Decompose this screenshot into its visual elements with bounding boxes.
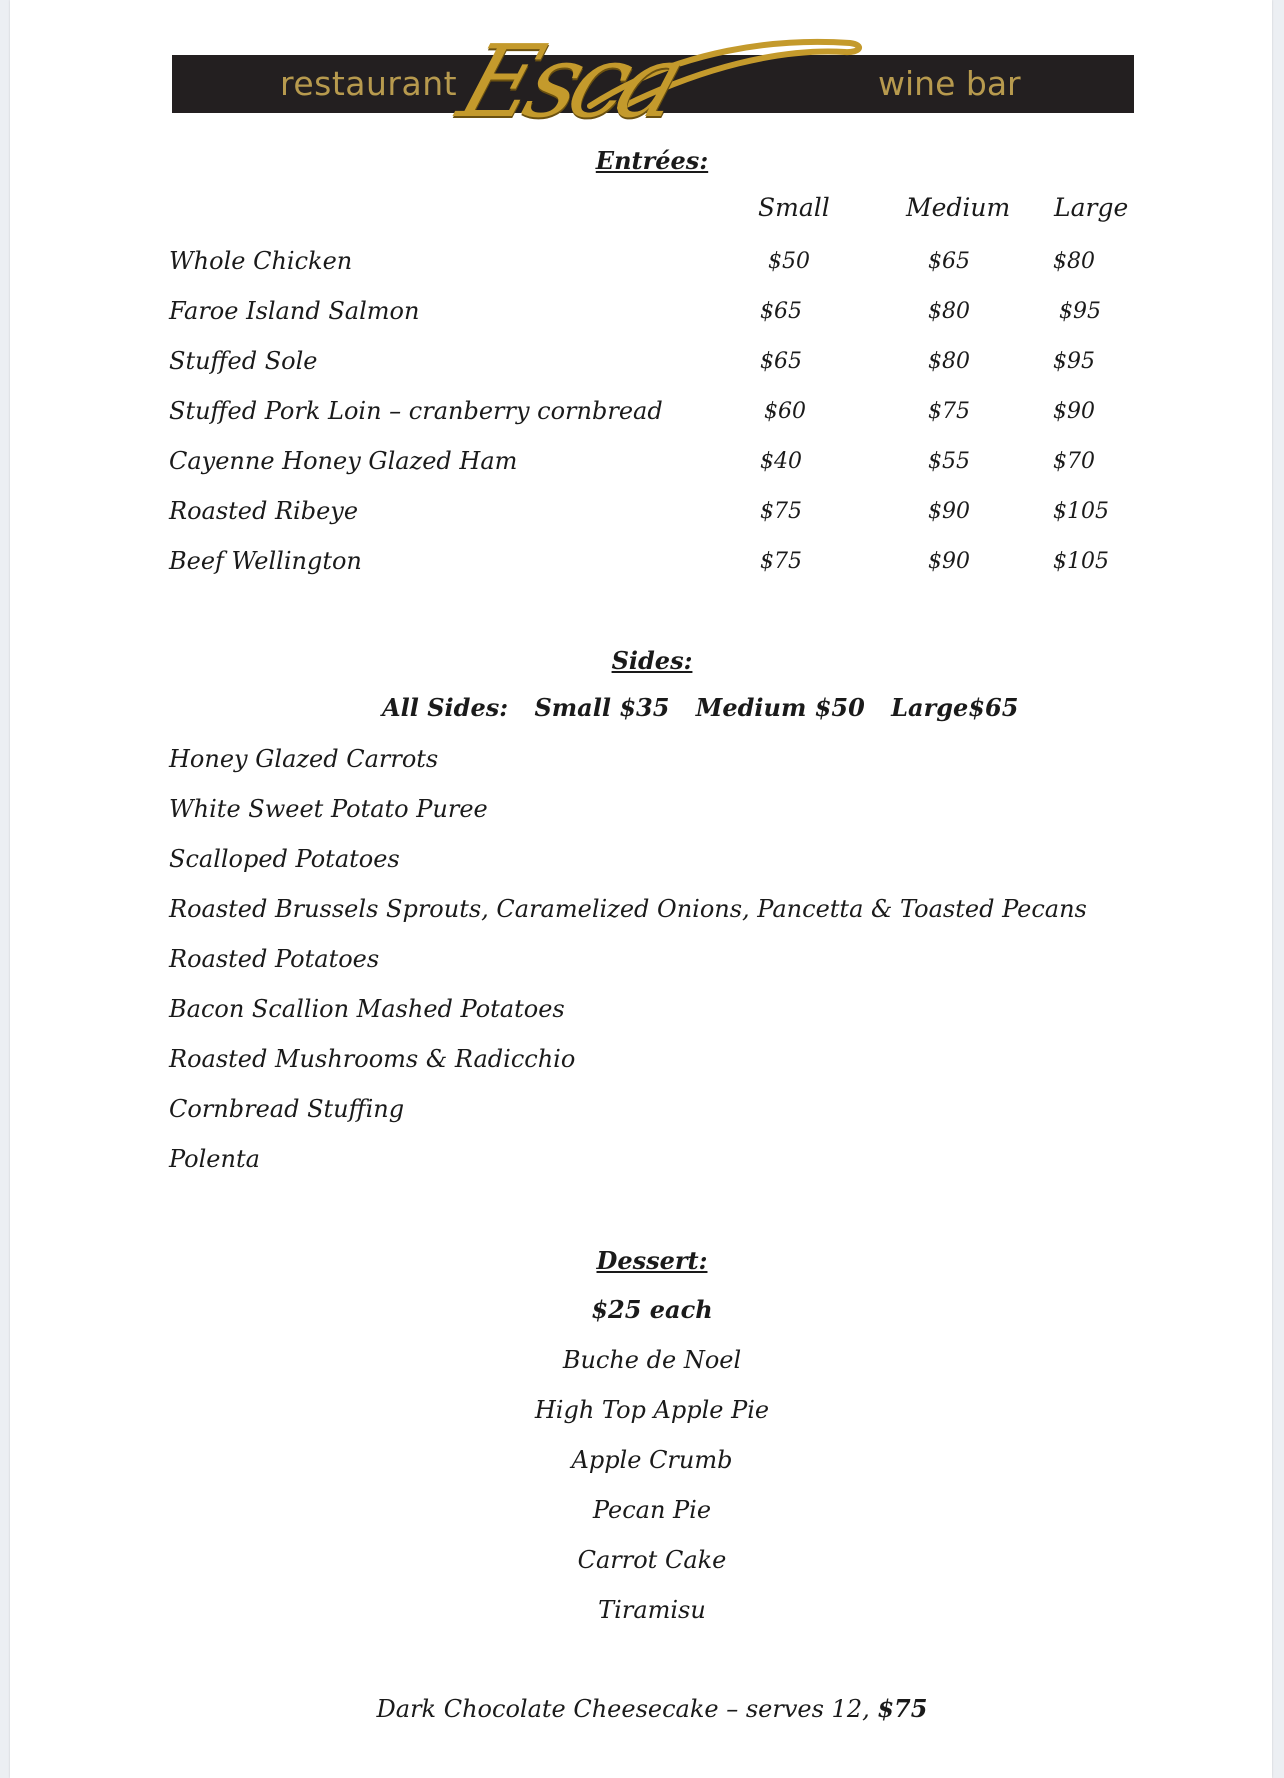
dessert-item: Carrot Cake [577,1546,727,1574]
entree-price-large: $95 [1059,299,1101,324]
sides-medium-price: Medium $50 [695,693,865,722]
entree-price-small: $75 [760,549,802,574]
dessert-item: Apple Crumb [571,1446,733,1474]
dessert-price-note: $25 each [591,1295,713,1324]
entree-price-medium: $80 [928,299,970,324]
entree-price-small: $40 [760,449,802,474]
sides-pricing [382,693,1036,722]
sides-title: Sides: [611,646,693,675]
dessert-item: Tiramisu [598,1596,706,1624]
entree-price-medium: $80 [928,349,970,374]
entree-price-medium: $90 [928,549,970,574]
entree-price-medium: $55 [928,449,970,474]
header-wine-bar-text: wine bar [878,64,1021,103]
sides-large-price: Large$65 [891,693,1019,722]
side-item: Scalloped Potatoes [169,845,400,873]
dessert-item: High Top Apple Pie [534,1396,770,1424]
side-item: Roasted Mushrooms & Radicchio [169,1045,576,1073]
cheesecake-text: Dark Chocolate Cheesecake – serves 12, [376,1695,878,1723]
side-item: Roasted Brussels Sprouts, Caramelized Onions, Pancetta & Toasted Pecans [169,895,1087,923]
entree-item-name: Stuffed Pork Loin – cranberry cornbread [169,397,663,425]
col-head-large: Large [1054,193,1129,222]
entree-price-small: $50 [768,249,810,274]
entree-price-small: $75 [760,499,802,524]
logo-esca: Esca [446,23,693,140]
col-head-medium: Medium [906,193,1011,222]
dessert-item: Pecan Pie [592,1496,712,1524]
entree-item-name: Stuffed Sole [169,347,318,375]
cheesecake-price: $75 [877,1694,928,1723]
col-head-small: Small [758,193,830,222]
entree-price-small: $65 [760,299,802,324]
entree-price-large: $95 [1053,349,1095,374]
side-item: White Sweet Potato Puree [169,795,488,823]
entree-item-name: Whole Chicken [169,247,353,275]
entree-price-large: $105 [1053,549,1109,574]
entree-price-small: $60 [764,399,806,424]
entree-price-medium: $75 [928,399,970,424]
entrees-title: Entrées: [595,146,709,175]
cheesecake-note [250,1694,1054,1723]
dessert-item: Buche de Noel [562,1346,742,1374]
side-item: Honey Glazed Carrots [169,745,439,773]
entree-price-large: $70 [1053,449,1095,474]
sides-all-label: All Sides: [382,693,509,722]
side-item: Bacon Scallion Mashed Potatoes [169,995,565,1023]
side-item: Polenta [169,1145,260,1173]
menu-page [10,0,1272,1778]
entree-item-name: Cayenne Honey Glazed Ham [169,447,518,475]
entree-item-name: Faroe Island Salmon [169,297,420,325]
side-item: Roasted Potatoes [169,945,380,973]
dessert-title: Dessert: [596,1246,708,1275]
header-restaurant-text: restaurant [280,64,458,103]
entree-price-medium: $90 [928,499,970,524]
entree-price-large: $80 [1053,249,1095,274]
entree-item-name: Beef Wellington [169,547,362,575]
side-item: Cornbread Stuffing [169,1095,405,1123]
entree-price-medium: $65 [928,249,970,274]
entree-price-large: $90 [1053,399,1095,424]
sides-small-price: Small $35 [534,693,670,722]
entree-price-large: $105 [1053,499,1109,524]
entree-price-small: $65 [760,349,802,374]
entree-item-name: Roasted Ribeye [169,497,359,525]
